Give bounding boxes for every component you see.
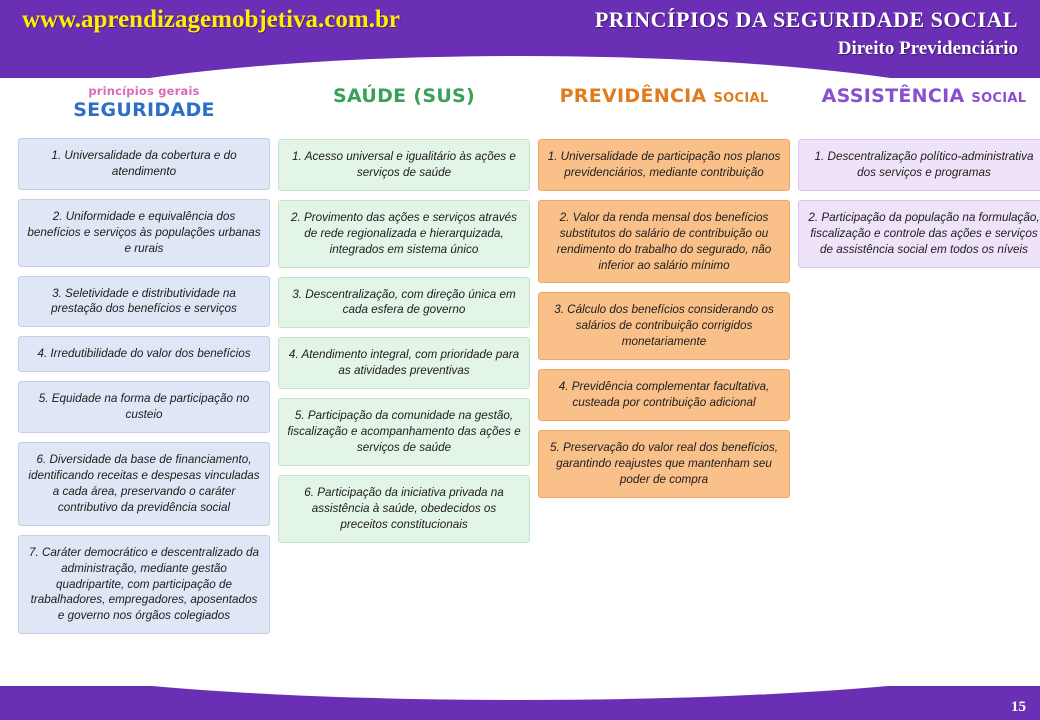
column-title-suffix: SOCIAL xyxy=(713,91,769,106)
column-saude xyxy=(278,84,530,634)
footer-curve-decoration xyxy=(0,652,1040,700)
list-item: 4. Previdência complementar facultativa, custeada por contribuição adicional xyxy=(538,369,790,421)
list-item: 2. Participação da população na formulação, fiscalização e controle das ações e serviços de assistência social em todos os níveis xyxy=(798,200,1040,268)
list-item: 6. Diversidade da base de financiamento, identificando receitas e despesas vinculadas a cada área, preservando o caráter contributivo da previdência social xyxy=(18,442,270,526)
column-eyebrow: princípios gerais xyxy=(88,84,200,98)
list-item: 1. Descentralização político-administrativa dos serviços e programas xyxy=(798,139,1040,191)
column-heading-assistencia xyxy=(798,85,1040,129)
card-list-saude xyxy=(278,139,530,543)
list-item: 1. Acesso universal e igualitário às ações e serviços de saúde xyxy=(278,139,530,191)
page-title: PRINCÍPIOS DA SEGURIDADE SOCIAL xyxy=(594,7,1018,32)
column-title-text: ASSISTÊNCIA xyxy=(821,85,965,107)
list-item: 1. Universalidade da cobertura e do atendimento xyxy=(18,138,270,190)
column-assistencia xyxy=(798,84,1040,634)
list-item: 6. Participação da iniciativa privada na assistência à saúde, obedecidos os preceitos constitucionais xyxy=(278,475,530,543)
list-item: 5. Equidade na forma de participação no custeio xyxy=(18,381,270,433)
list-item: 1. Universalidade de participação nos planos previdenciários, mediante contribuição xyxy=(538,139,790,191)
column-heading-saude xyxy=(278,85,530,129)
list-item: 2. Provimento das ações e serviços através de rede regionalizada e hierarquizada, integrados em sistema único xyxy=(278,200,530,268)
site-url: www.aprendizagemobjetiva.com.br xyxy=(22,6,400,33)
principles-columns xyxy=(0,84,1040,634)
column-seguridade xyxy=(18,84,270,634)
card-list-seguridade xyxy=(18,138,270,634)
list-item: 7. Caráter democrático e descentralizado da administração, mediante gestão quadripartite, com participação de trabalhadores, empregadores, aposentados e governo nos órgãos colegiados xyxy=(18,535,270,635)
column-heading-previdencia xyxy=(538,85,790,129)
page-subtitle: Direito Previdenciário xyxy=(837,38,1018,59)
column-title xyxy=(798,85,1040,107)
column-title xyxy=(538,85,790,107)
column-title: SEGURIDADE xyxy=(73,99,215,121)
card-list-assistencia xyxy=(798,139,1040,268)
slide-footer xyxy=(0,686,1040,720)
list-item: 2. Uniformidade e equivalência dos benefícios e serviços às populações urbanas e rurais xyxy=(18,199,270,267)
list-item: 3. Descentralização, com direção única em cada esfera de governo xyxy=(278,277,530,329)
list-item: 5. Participação da comunidade na gestão, fiscalização e acompanhamento das ações e serviços de saúde xyxy=(278,398,530,466)
list-item: 4. Irredutibilidade do valor dos benefícios xyxy=(18,336,270,372)
card-list-previdencia xyxy=(538,139,790,498)
list-item: 3. Cálculo dos benefícios considerando os salários de contribuição corrigidos monetariamente xyxy=(538,292,790,360)
column-heading-seguridade xyxy=(18,84,270,128)
column-previdencia xyxy=(538,84,790,634)
list-item: 2. Valor da renda mensal dos benefícios substitutos do salário de contribuição ou rendimento do trabalho do segurado, não inferior ao salário mínimo xyxy=(538,200,790,284)
page-number: 15 xyxy=(1011,699,1026,715)
list-item: 5. Preservação do valor real dos benefícios, garantindo reajustes que mantenham seu poder de compra xyxy=(538,430,790,498)
column-title-text: PREVIDÊNCIA xyxy=(559,85,707,107)
list-item: 3. Seletividade e distributividade na prestação dos benefícios e serviços xyxy=(18,276,270,328)
column-title: SAÚDE (SUS) xyxy=(332,85,476,107)
column-title-suffix: SOCIAL xyxy=(971,91,1027,106)
list-item: 4. Atendimento integral, com prioridade para as atividades preventivas xyxy=(278,337,530,389)
